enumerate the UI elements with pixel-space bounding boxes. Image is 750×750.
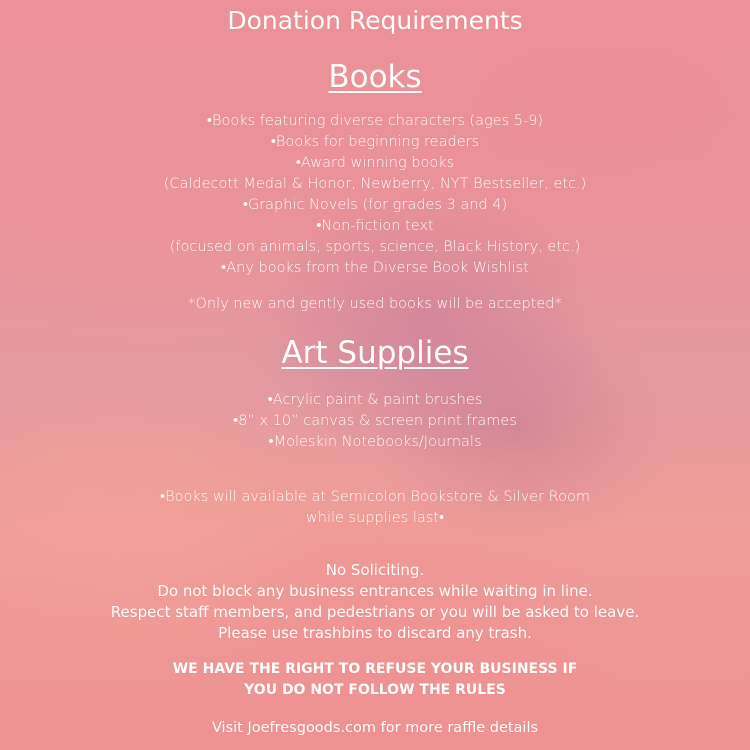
art-supplies-heading: Art Supplies <box>281 335 469 371</box>
art-supplies-item: •Acrylic paint & paint brushes <box>267 392 483 408</box>
rule-line: Please use trashbins to discard any trash. <box>218 624 532 642</box>
books-item: •Any books from the Diverse Book Wishlist <box>221 260 529 276</box>
availability-note: •Books will available at Semicolon Bookstore & Silver Room <box>160 489 590 505</box>
rule-line: Do not block any business entrances while waiting in line. <box>157 582 593 600</box>
warning-line: YOU DO NOT FOLLOW THE RULES <box>244 682 506 698</box>
books-item: •Non-fiction text <box>316 218 434 234</box>
books-item: •Books featuring diverse characters (ages 5-9) <box>206 113 544 129</box>
art-supplies-item: •8” x 10” canvas & screen print frames <box>233 413 517 429</box>
rule-line: Respect staff members, and pedestrians or you will be asked to leave. <box>110 603 640 621</box>
books-item-detail: (focused on animals, sports, science, Black History, etc.) <box>169 239 581 255</box>
books-item-detail: (Caldecott Medal & Honor, Newberry, NYT Bestseller, etc.) <box>163 176 587 192</box>
poster-title: Donation Requirements <box>227 6 523 35</box>
books-condition-note: *Only new and gently used books will be accepted* <box>188 296 562 312</box>
books-heading: Books <box>328 59 422 95</box>
availability-note: while supplies last• <box>305 510 445 526</box>
books-item: •Graphic Novels (for grades 3 and 4) <box>242 197 508 213</box>
rule-line: No Soliciting. <box>325 561 425 579</box>
books-item: •Books for beginning readers <box>270 134 480 150</box>
books-item: •Award winning books <box>295 155 455 171</box>
warning-line: WE HAVE THE RIGHT TO REFUSE YOUR BUSINESS IF <box>172 661 578 677</box>
art-supplies-item: •Moleskin Notebooks/Journals <box>268 434 482 450</box>
website-footer: Visit Joefresgoods.com for more raffle details <box>211 720 539 736</box>
